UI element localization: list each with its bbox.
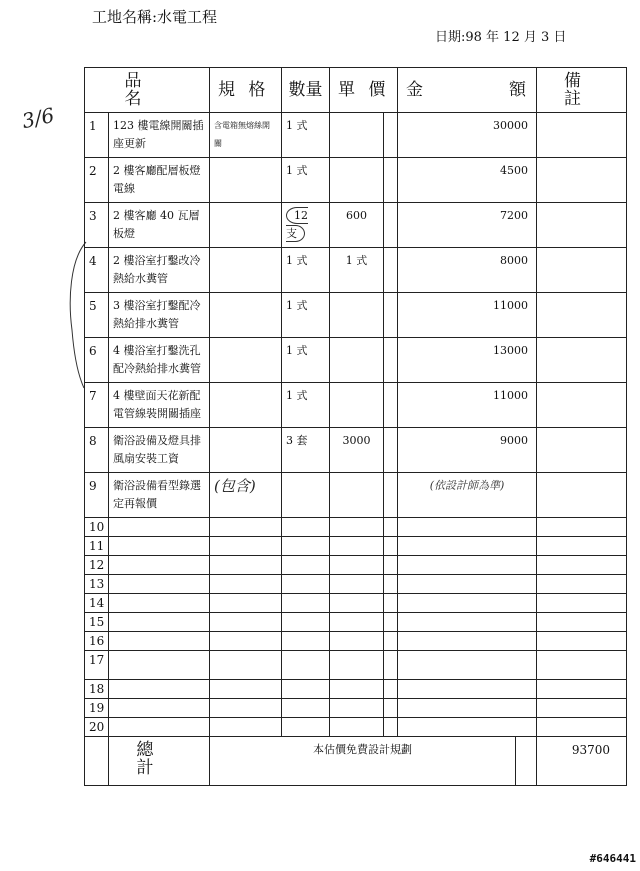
column-header-unit-price: 單 價 [330,68,398,113]
total-spacer [85,737,109,786]
item-name: 衛浴設備看型錄選定再報價 [109,473,210,518]
table-row [85,428,627,473]
row-number: 10 [85,518,109,537]
circled-qty: 12 支 [286,209,308,240]
item-qty: 1 式 [282,113,330,158]
column-header-remark: 備 註 [537,68,627,113]
item-name: 4 樓壁面天花新配電管線裝開關插座 [109,383,210,428]
row-number: 5 [85,293,109,338]
item-amount: 30000 [398,113,537,158]
table-row-empty [85,699,627,718]
site-name: 工地名稱:水電工程 [92,8,218,26]
item-spec [210,428,282,473]
spacer-cell [384,248,398,293]
header-row [85,68,627,113]
item-qty: 1 式 [282,248,330,293]
item-unit-price [330,113,384,158]
item-remark [537,428,627,473]
spacer-cell [384,158,398,203]
total-row [85,737,627,786]
table-row [85,203,627,248]
item-qty [282,473,330,518]
item-spec [210,203,282,248]
item-remark [537,203,627,248]
row-number: 20 [85,718,109,737]
amount-header-char-1: 金 [406,80,423,100]
item-qty: 3 套 [282,428,330,473]
item-remark [537,293,627,338]
item-remark [537,248,627,293]
row-number: 14 [85,594,109,613]
item-amount: 7200 [398,203,537,248]
item-qty: 1 式 [282,383,330,428]
item-qty: 1 式 [282,158,330,203]
column-header-amount [398,68,537,113]
item-remark [537,383,627,428]
row-number: 13 [85,575,109,594]
row-number: 17 [85,651,109,680]
item-spec [210,338,282,383]
item-amount: 13000 [398,338,537,383]
document-date: 日期:98 年 12 月 3 日 [435,30,567,45]
table-row [85,113,627,158]
item-spec [210,248,282,293]
item-remark [537,338,627,383]
item-unit-price [330,473,384,518]
row-number: 8 [85,428,109,473]
item-unit-price: 3000 [330,428,384,473]
table-row [85,293,627,338]
item-remark [537,473,627,518]
spacer-cell [384,383,398,428]
spacer-cell [384,473,398,518]
row-number: 3 [85,203,109,248]
item-remark [537,113,627,158]
item-name: 4 樓浴室打鑿洗孔配冷熱給排水糞管 [109,338,210,383]
item-amount: 8000 [398,248,537,293]
row-number: 18 [85,680,109,699]
table-row-empty [85,632,627,651]
item-remark [537,158,627,203]
item-amount: 4500 [398,158,537,203]
item-amount: 9000 [398,428,537,473]
table-row [85,473,627,518]
item-unit-price [330,158,384,203]
handwritten-margin-note: 3/6 [19,102,57,134]
item-name: 2 樓客廳配層板燈電線 [109,158,210,203]
document-id-stamp: #646441 [589,852,636,865]
table-row-empty [85,518,627,537]
row-number: 12 [85,556,109,575]
estimate-table [84,67,627,786]
item-amount: 11000 [398,383,537,428]
row-number: 19 [85,699,109,718]
item-name: 123 樓電線開關插座更新 [109,113,210,158]
table-row-empty [85,575,627,594]
total-amount: 93700 [537,737,627,786]
total-label: 總 計 [109,737,210,786]
item-unit-price: 1 式 [330,248,384,293]
item-qty: 1 式 [282,338,330,383]
item-unit-price [330,293,384,338]
table-row-empty [85,680,627,699]
handwritten-designer-note: (依設計師為準) [398,473,537,518]
item-unit-price: 600 [330,203,384,248]
item-name: 2 樓客廳 40 瓦層板燈 [109,203,210,248]
column-header-spec: 規 格 [210,68,282,113]
row-number: 11 [85,537,109,556]
item-unit-price [330,383,384,428]
table-row-empty [85,594,627,613]
item-qty [282,203,330,248]
table-row-empty [85,537,627,556]
row-number: 16 [85,632,109,651]
table-row [85,248,627,293]
item-spec [210,293,282,338]
column-header-item: 品 名 [85,68,210,113]
spacer-cell [384,113,398,158]
item-spec [210,158,282,203]
spacer-cell [384,338,398,383]
item-name: 3 樓浴室打鑿配冷熱給排水糞管 [109,293,210,338]
table-row [85,158,627,203]
table-row-empty [85,651,627,680]
row-number: 1 [85,113,109,158]
item-unit-price [330,338,384,383]
free-design-note: 本估價免費設計規劃 [210,737,516,786]
item-name: 2 樓浴室打鑿改冷熱給水糞管 [109,248,210,293]
spacer-cell [384,293,398,338]
item-spec: 含電箱無熔絲開關 [210,113,282,158]
row-number: 4 [85,248,109,293]
table-row-empty [85,556,627,575]
table-row-empty [85,718,627,737]
table-row-empty [85,613,627,632]
item-amount: 11000 [398,293,537,338]
table-row [85,338,627,383]
row-number: 7 [85,383,109,428]
handwritten-included-note: (包含) [210,473,282,518]
total-spacer-2 [516,737,537,786]
row-number: 2 [85,158,109,203]
item-name: 衛浴設備及燈具排風扇安裝工資 [109,428,210,473]
row-number: 9 [85,473,109,518]
row-number: 6 [85,338,109,383]
spacer-cell [384,428,398,473]
spacer-cell [384,203,398,248]
amount-header-char-2: 額 [509,80,526,100]
row-number: 15 [85,613,109,632]
column-header-qty: 數量 [282,68,330,113]
item-spec [210,383,282,428]
table-row [85,383,627,428]
item-qty: 1 式 [282,293,330,338]
